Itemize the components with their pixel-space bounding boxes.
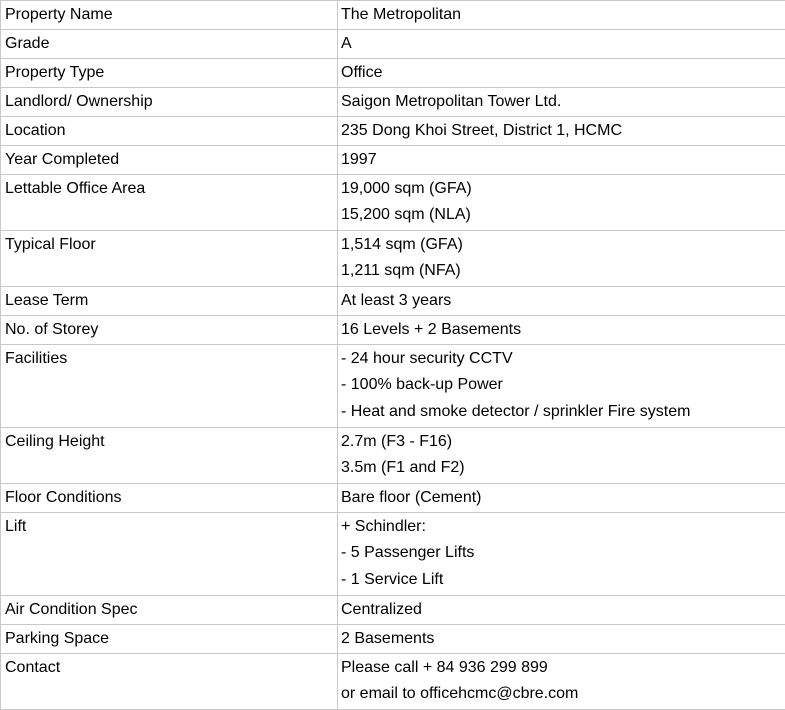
row-label: Ceiling Height bbox=[1, 428, 338, 484]
table-row bbox=[1, 1, 785, 30]
value-line: - 100% back-up Power bbox=[341, 371, 781, 398]
table-row bbox=[1, 30, 785, 59]
row-label: Typical Floor bbox=[1, 231, 338, 287]
value-line: + Schindler: bbox=[341, 514, 781, 539]
value-line: 1,211 sqm (NFA) bbox=[341, 257, 781, 284]
row-value bbox=[338, 117, 785, 146]
row-value bbox=[338, 316, 785, 345]
row-value bbox=[338, 428, 785, 484]
value-line: At least 3 years bbox=[341, 288, 781, 313]
value-line: - Heat and smoke detector / sprinkler Fire system bbox=[341, 398, 781, 425]
row-value bbox=[338, 146, 785, 175]
row-label: Parking Space bbox=[1, 625, 338, 654]
value-line: 235 Dong Khoi Street, District 1, HCMC bbox=[341, 118, 781, 143]
row-value bbox=[338, 484, 785, 513]
row-value bbox=[338, 175, 785, 231]
table-row bbox=[1, 231, 785, 287]
row-label: Landlord/ Ownership bbox=[1, 88, 338, 117]
row-value bbox=[338, 513, 785, 596]
value-line: Office bbox=[341, 60, 781, 85]
table-row bbox=[1, 287, 785, 316]
table-row bbox=[1, 117, 785, 146]
value-line: 2.7m (F3 - F16) bbox=[341, 429, 781, 454]
value-line: - 24 hour security CCTV bbox=[341, 346, 781, 371]
row-label: Lift bbox=[1, 513, 338, 596]
row-value bbox=[338, 231, 785, 287]
value-line: 16 Levels + 2 Basements bbox=[341, 317, 781, 342]
property-spec-body bbox=[1, 1, 785, 710]
row-label: Lettable Office Area bbox=[1, 175, 338, 231]
value-line: 2 Basements bbox=[341, 626, 781, 651]
row-label: Property Name bbox=[1, 1, 338, 30]
row-label: Facilities bbox=[1, 345, 338, 428]
value-line: 15,200 sqm (NLA) bbox=[341, 201, 781, 228]
row-value bbox=[338, 596, 785, 625]
table-row bbox=[1, 88, 785, 117]
value-line: 1,514 sqm (GFA) bbox=[341, 232, 781, 257]
table-row bbox=[1, 513, 785, 596]
table-row bbox=[1, 428, 785, 484]
table-row bbox=[1, 625, 785, 654]
row-label: Grade bbox=[1, 30, 338, 59]
table-row bbox=[1, 175, 785, 231]
row-value bbox=[338, 59, 785, 88]
row-value bbox=[338, 1, 785, 30]
table-row bbox=[1, 596, 785, 625]
value-line: Bare floor (Cement) bbox=[341, 485, 781, 510]
table-row bbox=[1, 146, 785, 175]
row-value bbox=[338, 345, 785, 428]
value-line: Saigon Metropolitan Tower Ltd. bbox=[341, 89, 781, 114]
row-label: Contact bbox=[1, 654, 338, 710]
value-line: 3.5m (F1 and F2) bbox=[341, 454, 781, 481]
row-label: Air Condition Spec bbox=[1, 596, 338, 625]
value-line: Please call + 84 936 299 899 bbox=[341, 655, 781, 680]
value-line: A bbox=[341, 31, 781, 56]
row-label: Lease Term bbox=[1, 287, 338, 316]
row-value bbox=[338, 30, 785, 59]
row-label: Year Completed bbox=[1, 146, 338, 175]
table-row bbox=[1, 59, 785, 88]
row-label: Property Type bbox=[1, 59, 338, 88]
value-line: The Metropolitan bbox=[341, 2, 781, 27]
value-line: or email to officehcmc@cbre.com bbox=[341, 680, 781, 707]
row-label: Location bbox=[1, 117, 338, 146]
row-value bbox=[338, 654, 785, 710]
value-line: Centralized bbox=[341, 597, 781, 622]
table-row bbox=[1, 484, 785, 513]
table-row bbox=[1, 345, 785, 428]
row-label: No. of Storey bbox=[1, 316, 338, 345]
value-line: - 5 Passenger Lifts bbox=[341, 539, 781, 566]
table-row bbox=[1, 654, 785, 710]
table-row bbox=[1, 316, 785, 345]
row-value bbox=[338, 88, 785, 117]
row-value bbox=[338, 625, 785, 654]
value-line: 1997 bbox=[341, 147, 781, 172]
row-label: Floor Conditions bbox=[1, 484, 338, 513]
row-value bbox=[338, 287, 785, 316]
value-line: - 1 Service Lift bbox=[341, 566, 781, 593]
value-line: 19,000 sqm (GFA) bbox=[341, 176, 781, 201]
